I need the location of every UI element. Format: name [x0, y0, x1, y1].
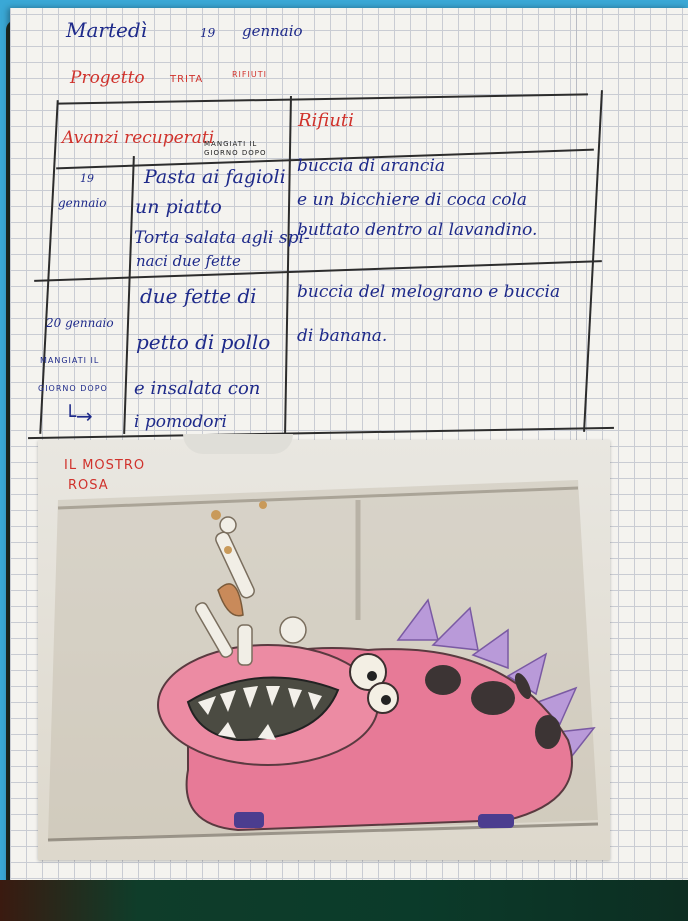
row1-avanzi-line3: Torta salata agli spi- [134, 228, 310, 248]
column-header-rifiuti: Rifiuti [298, 110, 354, 131]
date-number: 19 [200, 26, 216, 40]
column-header-avanzi: Avanzi recuperati [62, 128, 215, 148]
arrow-icon: └→ [64, 404, 93, 428]
drawing-caption-line1: IL MOSTRO [64, 458, 146, 473]
project-name-1: TRITA [170, 74, 204, 85]
row1-avanzi-line2: un piatto [135, 196, 222, 218]
day-text: Martedì [66, 18, 148, 42]
row1-rifiuti-line1: buccia di arancia [297, 156, 446, 176]
month-text: gennaio [242, 22, 303, 40]
row2-avanzi-line4: i pomodori [134, 412, 227, 432]
row1-date-number: 19 [80, 172, 94, 185]
monster-illustration [38, 440, 610, 860]
table-surface [0, 880, 688, 921]
row2-date-note1: MANGIATI IL [40, 356, 100, 365]
project-name-2: RIFIUTI [232, 70, 267, 79]
project-label: Progetto [70, 68, 145, 88]
drawing-caption-line2: ROSA [68, 478, 109, 493]
row2-rifiuti-line2: di banana. [297, 326, 388, 346]
row1-avanzi-line4: naci due fette [136, 252, 241, 270]
row2-avanzi-line1: due fette di [140, 284, 257, 308]
row2-avanzi-line2: petto di pollo [136, 330, 271, 354]
row2-avanzi-line3: e insalata con [134, 378, 261, 399]
row1-rifiuti-line3: buttato dentro al lavandino. [297, 220, 538, 240]
monster-drawing [38, 440, 610, 860]
row1-rifiuti-line2: e un bicchiere di coca cola [297, 190, 528, 210]
row2-date-note2: GIORNO DOPO [38, 384, 108, 393]
drawing-tab [183, 434, 293, 454]
row2-date: 20 gennaio [46, 316, 114, 330]
mangiati-note: MANGIATI IL GIORNO DOPO [204, 140, 267, 157]
row1-date-month: gennaio [58, 196, 107, 210]
row1-avanzi-line1: Pasta ai fagioli [144, 166, 286, 188]
row2-rifiuti-line1: buccia del melograno e buccia [297, 282, 561, 302]
